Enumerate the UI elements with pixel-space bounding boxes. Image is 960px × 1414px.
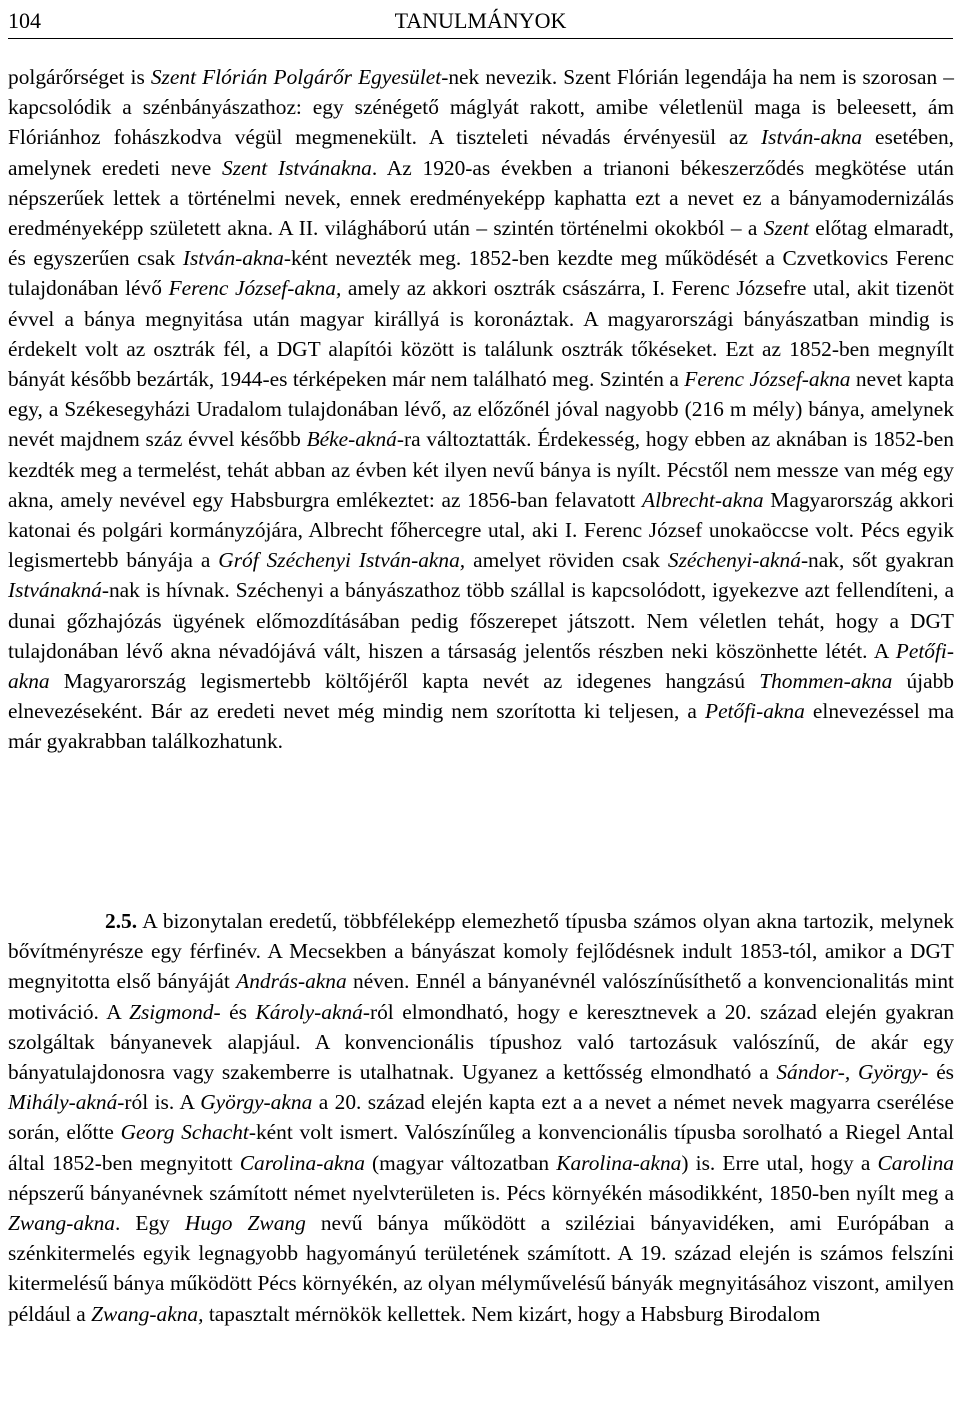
text-run: -ról elmondható, hogy e keresztnevek a 20. század elején gyakran szolgáltak bányanevek alapjául. A konvencionális típushoz való tartozásuk valószínű, de akár egy bányatulajdonosra vagy szakemberre is utalhatnak. Ugyanez a kettősség elmondható a <box>8 999 955 1085</box>
italic-term: Petőfi-akna <box>705 699 805 724</box>
italic-term: Carolina-akna <box>239 1150 365 1175</box>
text-run: és <box>928 1060 955 1085</box>
italic-term: Zwang-akna <box>8 1211 115 1236</box>
text-run: néven. Ennél a bányanévnél valószínűsíthető a konvencionalitás mint motiváció. A <box>8 969 955 1024</box>
text-run: tapasztalt mérnökök kellettek. Nem kizárt, hogy a Habsburg Birodalom <box>203 1301 821 1326</box>
page-number: 104 <box>8 8 41 33</box>
italic-term: Mihály-akná <box>8 1090 118 1115</box>
text-run: . Egy <box>114 1211 185 1236</box>
text-run: amely az akkori osztrák császárra, I. Ferenc Józsefre utal, akit tizenöt évvel a bánya megnyitása után magyar királlyá is koronáztak. A magyarországi bányászatban mindig is érdekelt volt az osztrák fél, a DGT alapítói között is találunk osztrák tőkéseket. Ezt az 1852-ben megnyílt bányát később bezárták, 1944-es térképeken már nem található meg. Szintén a <box>8 276 954 392</box>
italic-term: Zsigmond- <box>129 999 221 1024</box>
text-run: esetében, amelynek eredeti neve <box>8 125 954 180</box>
text-run: -nek nevezik. Szent Flórián legendája ha nem is szorosan – kapcsolódik a szénbányászathoz: egy szénégető máglyát rakott, amibe véletlenül maga is beleesett, ám Flóriánhoz fohászkodva végül megmenekült. A tiszteleti névadás érvényesül az <box>8 65 954 150</box>
italic-term: István-akna <box>182 246 284 271</box>
body-paragraph-1 <box>8 62 954 757</box>
italic-term: Hugo Zwang <box>184 1211 306 1236</box>
italic-term: Széchenyi-akná <box>667 548 801 573</box>
text-run: Magyarország legismertebb költőjéről kapta nevét az idegenes hangzású <box>49 669 760 694</box>
text-run: és <box>220 999 256 1024</box>
italic-term: Carolina <box>877 1150 954 1175</box>
italic-term: Szent Istvánakna <box>222 155 372 180</box>
body-paragraph-2 <box>8 906 954 1329</box>
italic-term: Sándor-, György- <box>776 1060 929 1085</box>
text-run: A bizonytalan eredetű, többféleképp elemezhető típusba számos olyan akna tartozik, melynek bővítményrésze egy férfinév. A Mecsekben a bányászat komoly fejlődésnek indult 1853-tól, amikor a DGT megnyitotta első bányáját <box>8 909 954 994</box>
text-run: ) is. Erre utal, hogy a <box>681 1150 878 1175</box>
text-run: újabb elnevezéseként. Bár az eredeti nevet még mindig nem szorította ki teljesen, a <box>8 669 954 724</box>
italic-term: Petőfi-akna <box>8 638 954 694</box>
italic-term: Ferenc József-akna <box>684 367 851 392</box>
text-run: nevet kapta egy, a Székesegyházi Uradalom tulajdonában lévő, az előzőnél jóval nagyobb (216 m mély) bánya, amelynek nevét majdnem száz évvel később <box>8 367 954 452</box>
text-run: -nak, sőt gyakran <box>800 548 954 573</box>
text-run: a 20. század elején kapta ezt a a nevet a német nevek magyarra cserélése során, előtte <box>8 1090 954 1145</box>
italic-term: Béke-akná <box>306 427 397 452</box>
italic-term: Zwang-akna, <box>91 1301 204 1326</box>
italic-term: Istvánakná <box>8 578 102 603</box>
text-run: népszerű bányanévnek számított német nyelvterületen is. Pécs környékén másodikként, 1850-ben nyílt meg a <box>8 1180 954 1205</box>
italic-term: Károly-akná <box>255 999 363 1024</box>
italic-term: Szent Flórián Polgárőr Egyesület <box>150 65 442 89</box>
italic-term: Gróf Széchenyi István-akna, <box>218 548 466 573</box>
italic-term: Thommen-akna <box>759 669 893 694</box>
text-run: polgárőrséget is <box>8 65 151 89</box>
text-run: amelyet röviden csak <box>465 548 668 573</box>
text-run: . Az 1920-as években a trianoni békeszerződés megkötése után népszerűek lettek a történelmi nevek, ennek eredményeképp kaphatta ezt a nevet ez a bányamodernizálás eredményeképp született akna. A II. világháború után – szintén történelmi okokból – a <box>8 155 954 241</box>
text-run: Magyarország akkori katonai és polgári kormányzójára, Albrecht főhercegre utal, aki I. Ferenc József unokaöccse volt. Pécs egyik legismertebb bányája a <box>8 487 954 573</box>
text-run: (magyar változatban <box>364 1150 557 1175</box>
text-run: -ként volt ismert. Valószínűleg a konvencionális típusba sorolható a Riegel Antal által 1852-ben megnyitott <box>8 1120 954 1175</box>
italic-term: Georg Schacht <box>120 1120 249 1145</box>
text-run: elnevezéssel ma már gyakrabban találkozhatunk. <box>8 699 955 754</box>
text-run: nevű bánya működött a sziléziai bányavidéken, ami Európában a szénkitermelés egyik legnagyobb hagyományú területének számított. A 19. század elején is számos felszíni kitermelésű bánya működött Pécs környékén, az olyan mélyművelésű bányák megnyitásához viszont, amilyen például a <box>8 1211 954 1326</box>
italic-term: Szent <box>763 216 809 241</box>
section-number: 2.5. <box>105 909 138 933</box>
running-head: TANULMÁNYOK <box>394 8 567 33</box>
page-header <box>8 4 953 39</box>
italic-term: Karolina-akna <box>556 1150 682 1175</box>
text-run: -ként nevezték meg. 1852-ben kezdte meg működését a Czvetkovics Ferenc tulajdonában lévő <box>8 246 954 301</box>
text-run: -nak is hívnak. Széchenyi a bányászathoz több szállal is kapcsolódott, igyekezve azt fellendíteni, a dunai gőzhajózás ügyének előmozdításában pedig főszerepet játszott. Nem véletlen tehát, hogy a DGT tulajdonában lévő akna névadójává vált, hiszen a társaság jelentős részben neki köszönhette létét. A <box>8 578 954 663</box>
italic-term: András-akna <box>236 969 347 994</box>
italic-term: Albrecht-akna <box>642 487 764 512</box>
italic-term: György-akna <box>200 1090 313 1115</box>
paragraph-text <box>8 906 954 1329</box>
text-run: előtag elmaradt, és egyszerűen csak <box>8 216 955 271</box>
text-run: -ra változtatták. Érdekesség, hogy ebben az aknában is 1852-ben kezdték meg a termelést, tehát abban az évben két ilyen nevű bánya is nyílt. Pécstől nem messze van még egy akna, amely nevével egy Habsburgra emlékeztet: az 1856-ban felavatott <box>8 427 954 512</box>
text-run: -ról is. A <box>117 1090 201 1115</box>
italic-term: Ferenc József-akna, <box>168 276 342 301</box>
italic-term: István-akna <box>761 125 863 150</box>
paragraph-text <box>8 62 954 757</box>
